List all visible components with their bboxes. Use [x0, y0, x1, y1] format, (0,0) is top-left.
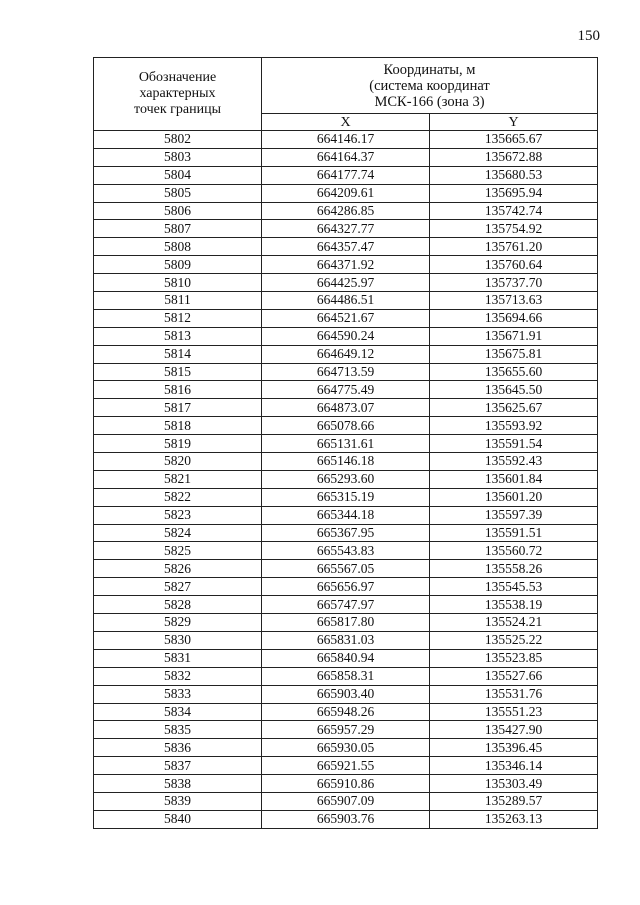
point-id-cell: 5840: [94, 810, 262, 828]
y-coordinate-cell: 135601.84: [430, 470, 598, 488]
point-id-cell: 5826: [94, 560, 262, 578]
x-coordinate-cell: 664177.74: [262, 166, 430, 184]
table-row: [94, 363, 598, 381]
point-id-cell: 5830: [94, 631, 262, 649]
point-id-cell: 5836: [94, 739, 262, 757]
table-row: [94, 614, 598, 632]
y-coordinate-cell: 135593.92: [430, 417, 598, 435]
table-row: [94, 309, 598, 327]
table-row: [94, 435, 598, 453]
y-coordinate-cell: 135754.92: [430, 220, 598, 238]
x-coordinate-cell: 665907.09: [262, 792, 430, 810]
point-id-cell: 5803: [94, 148, 262, 166]
point-id-cell: 5838: [94, 775, 262, 793]
x-coordinate-cell: 664649.12: [262, 345, 430, 363]
table-row: [94, 506, 598, 524]
table-row: [94, 488, 598, 506]
table-body: [94, 131, 598, 829]
x-coordinate-cell: 665344.18: [262, 506, 430, 524]
x-coordinate-cell: 665817.80: [262, 614, 430, 632]
y-coordinate-cell: 135525.22: [430, 631, 598, 649]
y-coordinate-cell: 135591.51: [430, 524, 598, 542]
point-id-cell: 5813: [94, 327, 262, 345]
table-row: [94, 560, 598, 578]
table-row: [94, 453, 598, 471]
table-row: [94, 292, 598, 310]
y-coordinate-cell: 135671.91: [430, 327, 598, 345]
point-id-cell: 5804: [94, 166, 262, 184]
y-coordinate-cell: 135694.66: [430, 309, 598, 327]
point-designation-header: Обозначение характерных точек границы: [94, 58, 262, 131]
y-coordinate-cell: 135551.23: [430, 703, 598, 721]
point-id-cell: 5811: [94, 292, 262, 310]
y-coordinate-cell: 135742.74: [430, 202, 598, 220]
x-coordinate-cell: 664146.17: [262, 131, 430, 149]
point-id-cell: 5839: [94, 792, 262, 810]
point-id-cell: 5833: [94, 685, 262, 703]
y-coordinate-cell: 135560.72: [430, 542, 598, 560]
point-id-cell: 5824: [94, 524, 262, 542]
x-coordinate-cell: 665367.95: [262, 524, 430, 542]
table-row: [94, 667, 598, 685]
point-id-cell: 5820: [94, 453, 262, 471]
x-coordinate-cell: 665957.29: [262, 721, 430, 739]
page-number: 150: [577, 28, 600, 44]
point-id-cell: 5829: [94, 614, 262, 632]
table-row: [94, 703, 598, 721]
y-coordinate-cell: 135303.49: [430, 775, 598, 793]
x-coordinate-cell: 664713.59: [262, 363, 430, 381]
point-id-cell: 5807: [94, 220, 262, 238]
x-coordinate-cell: 665948.26: [262, 703, 430, 721]
table-row: [94, 256, 598, 274]
table-row: [94, 166, 598, 184]
x-coordinate-cell: 665930.05: [262, 739, 430, 757]
y-coordinate-cell: 135531.76: [430, 685, 598, 703]
y-coordinate-cell: 135524.21: [430, 614, 598, 632]
x-coordinate-cell: 664357.47: [262, 238, 430, 256]
x-coordinate-cell: 665903.40: [262, 685, 430, 703]
x-coordinate-cell: 664327.77: [262, 220, 430, 238]
y-coordinate-cell: 135527.66: [430, 667, 598, 685]
point-id-cell: 5825: [94, 542, 262, 560]
y-coordinate-cell: 135597.39: [430, 506, 598, 524]
table-row: [94, 184, 598, 202]
point-id-cell: 5817: [94, 399, 262, 417]
x-coordinate-cell: 664209.61: [262, 184, 430, 202]
table-row: [94, 220, 598, 238]
x-coordinate-cell: 665910.86: [262, 775, 430, 793]
point-id-cell: 5819: [94, 435, 262, 453]
y-coordinate-cell: 135545.53: [430, 578, 598, 596]
point-id-cell: 5821: [94, 470, 262, 488]
x-coordinate-cell: 665131.61: [262, 435, 430, 453]
y-coordinate-cell: 135665.67: [430, 131, 598, 149]
coordinates-header: Координаты, м (система координат МСК-166 (зона 3): [262, 58, 598, 114]
x-coordinate-cell: 665747.97: [262, 596, 430, 614]
y-coordinate-cell: 135346.14: [430, 757, 598, 775]
y-coordinate-cell: 135713.63: [430, 292, 598, 310]
point-id-cell: 5806: [94, 202, 262, 220]
x-coordinate-cell: 665293.60: [262, 470, 430, 488]
y-coordinate-cell: 135625.67: [430, 399, 598, 417]
table-row: [94, 757, 598, 775]
point-id-cell: 5832: [94, 667, 262, 685]
point-id-cell: 5818: [94, 417, 262, 435]
table-row: [94, 148, 598, 166]
coordinates-table: [93, 57, 598, 829]
x-coordinate-cell: 665903.76: [262, 810, 430, 828]
table-row: [94, 345, 598, 363]
x-coordinate-cell: 665078.66: [262, 417, 430, 435]
table-row: [94, 524, 598, 542]
table-row: [94, 775, 598, 793]
y-coordinate-cell: 135680.53: [430, 166, 598, 184]
x-coordinate-cell: 664775.49: [262, 381, 430, 399]
point-id-cell: 5822: [94, 488, 262, 506]
table-row: [94, 238, 598, 256]
point-id-cell: 5805: [94, 184, 262, 202]
y-coordinate-cell: 135558.26: [430, 560, 598, 578]
y-coordinate-cell: 135592.43: [430, 453, 598, 471]
x-coordinate-cell: 664164.37: [262, 148, 430, 166]
x-column-header: X: [262, 114, 430, 131]
x-coordinate-cell: 664286.85: [262, 202, 430, 220]
point-id-cell: 5828: [94, 596, 262, 614]
y-coordinate-cell: 135396.45: [430, 739, 598, 757]
x-coordinate-cell: 665921.55: [262, 757, 430, 775]
table-row: [94, 596, 598, 614]
y-coordinate-cell: 135591.54: [430, 435, 598, 453]
table-row: [94, 470, 598, 488]
x-coordinate-cell: 665656.97: [262, 578, 430, 596]
table-row: [94, 274, 598, 292]
y-coordinate-cell: 135761.20: [430, 238, 598, 256]
y-coordinate-cell: 135601.20: [430, 488, 598, 506]
x-coordinate-cell: 664873.07: [262, 399, 430, 417]
y-column-header: Y: [430, 114, 598, 131]
y-coordinate-cell: 135760.64: [430, 256, 598, 274]
table-row: [94, 685, 598, 703]
x-coordinate-cell: 664425.97: [262, 274, 430, 292]
table-row: [94, 399, 598, 417]
point-id-cell: 5834: [94, 703, 262, 721]
table-row: [94, 131, 598, 149]
x-coordinate-cell: 665315.19: [262, 488, 430, 506]
y-coordinate-cell: 135289.57: [430, 792, 598, 810]
point-id-cell: 5812: [94, 309, 262, 327]
table-row: [94, 631, 598, 649]
table-row: [94, 739, 598, 757]
y-coordinate-cell: 135737.70: [430, 274, 598, 292]
point-id-cell: 5815: [94, 363, 262, 381]
x-coordinate-cell: 665831.03: [262, 631, 430, 649]
point-id-cell: 5802: [94, 131, 262, 149]
x-coordinate-cell: 665858.31: [262, 667, 430, 685]
table-row: [94, 542, 598, 560]
point-id-cell: 5816: [94, 381, 262, 399]
x-coordinate-cell: 664371.92: [262, 256, 430, 274]
y-coordinate-cell: 135655.60: [430, 363, 598, 381]
table-row: [94, 721, 598, 739]
y-coordinate-cell: 135695.94: [430, 184, 598, 202]
table-header: [94, 58, 598, 131]
y-coordinate-cell: 135427.90: [430, 721, 598, 739]
point-id-cell: 5814: [94, 345, 262, 363]
point-id-cell: 5808: [94, 238, 262, 256]
point-id-cell: 5831: [94, 649, 262, 667]
table-row: [94, 327, 598, 345]
y-coordinate-cell: 135538.19: [430, 596, 598, 614]
y-coordinate-cell: 135672.88: [430, 148, 598, 166]
x-coordinate-cell: 665543.83: [262, 542, 430, 560]
table-row: [94, 792, 598, 810]
point-id-cell: 5823: [94, 506, 262, 524]
point-id-cell: 5827: [94, 578, 262, 596]
point-id-cell: 5809: [94, 256, 262, 274]
x-coordinate-cell: 665567.05: [262, 560, 430, 578]
x-coordinate-cell: 665840.94: [262, 649, 430, 667]
table-row: [94, 202, 598, 220]
table-row: [94, 417, 598, 435]
y-coordinate-cell: 135523.85: [430, 649, 598, 667]
table-row: [94, 810, 598, 828]
point-id-cell: 5835: [94, 721, 262, 739]
x-coordinate-cell: 665146.18: [262, 453, 430, 471]
table-row: [94, 578, 598, 596]
table-row: [94, 381, 598, 399]
x-coordinate-cell: 664486.51: [262, 292, 430, 310]
x-coordinate-cell: 664590.24: [262, 327, 430, 345]
y-coordinate-cell: 135675.81: [430, 345, 598, 363]
y-coordinate-cell: 135263.13: [430, 810, 598, 828]
table-row: [94, 649, 598, 667]
point-id-cell: 5837: [94, 757, 262, 775]
point-id-cell: 5810: [94, 274, 262, 292]
x-coordinate-cell: 664521.67: [262, 309, 430, 327]
y-coordinate-cell: 135645.50: [430, 381, 598, 399]
